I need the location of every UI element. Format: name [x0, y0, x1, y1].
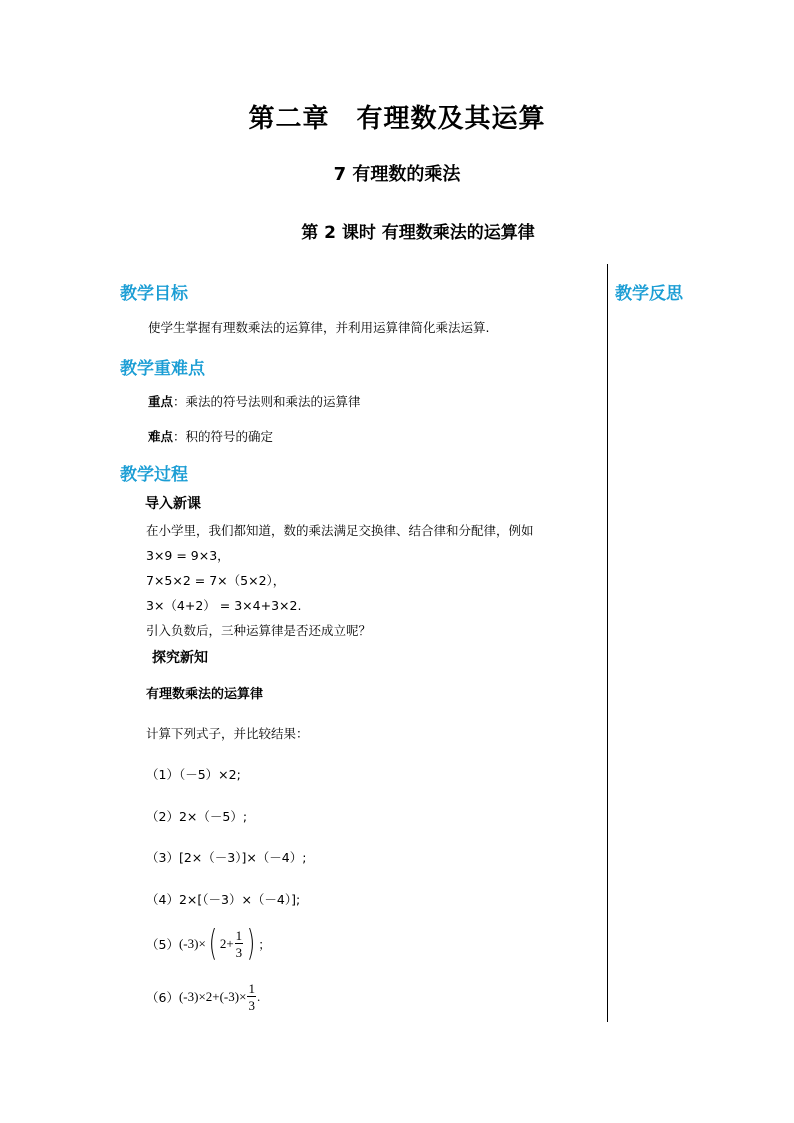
- chapter-title: 第二章 有理数及其运算: [248, 104, 546, 134]
- exercise-item: （3）[2×（－3）]×（－4）;: [146, 850, 307, 865]
- exercise-item: （1）（－5）×2;: [146, 767, 241, 782]
- explore-heading: 探究新知: [152, 650, 208, 666]
- topic-heading: 有理数乘法的运算律: [146, 687, 264, 702]
- exercise-item-6: [146, 982, 260, 1012]
- objectives-text: 使学生掌握有理数乘法的运算律，并利用运算律简化乘法运算.: [148, 320, 490, 335]
- instruction-text: 计算下列式子，并比较结果：: [146, 726, 309, 741]
- fraction: [235, 929, 244, 959]
- difficulty-label: 难点: [148, 429, 174, 444]
- exercise-number: （5）: [146, 937, 179, 952]
- right-paren: ): [246, 923, 256, 964]
- lesson-title: 第 2 课时 有理数乘法的运算律: [301, 223, 535, 243]
- intro-line: 引入负数后，三种运算律是否还成立呢？: [146, 623, 372, 638]
- intro-line: 在小学里，我们都知道，数的乘法满足交换律、结合律和分配律，例如: [146, 523, 534, 538]
- formula-end: ；: [258, 937, 271, 952]
- intro-line: 3×（4+2） = 3×4+3×2.: [146, 598, 302, 613]
- intro-line: 7×5×2 = 7×（5×2），: [146, 573, 286, 588]
- focus-line: [148, 392, 361, 410]
- formula-expression: (-3)×2+(-3)×: [178, 989, 247, 1004]
- objectives-heading: 教学目标: [120, 284, 188, 304]
- intro-line: 3×9 = 9×3，: [146, 548, 230, 563]
- key-points-heading: 教学重难点: [120, 359, 205, 379]
- difficulty-line: [148, 427, 273, 445]
- fraction-numerator: 1: [235, 928, 243, 943]
- formula-left: (-3)×: [178, 936, 206, 951]
- left-paren: (: [208, 923, 218, 964]
- formula-inner: 2+: [219, 936, 234, 951]
- focus-label: 重点: [148, 394, 174, 409]
- column-divider: [607, 264, 608, 1022]
- reflection-heading: 教学反思: [615, 284, 683, 304]
- section-title: 7 有理数的乘法: [333, 164, 461, 185]
- fraction-denominator: 3: [248, 998, 255, 1013]
- exercise-number: （6）: [146, 990, 179, 1005]
- focus-text: ：乘法的符号法则和乘法的运算律: [173, 394, 361, 409]
- fraction-denominator: 3: [235, 945, 243, 960]
- fraction-numerator: 1: [248, 981, 255, 996]
- exercise-item: （2）2×（－5）;: [146, 809, 248, 824]
- difficulty-text: ：积的符号的确定: [173, 429, 274, 444]
- exercise-item-5: [146, 923, 271, 964]
- exercise-item: （4）2×[（－3）×（－4）];: [146, 892, 301, 907]
- process-heading: 教学过程: [120, 465, 188, 485]
- formula-end: .: [256, 989, 261, 1004]
- fraction: [247, 982, 256, 1012]
- intro-heading: 导入新课: [145, 496, 201, 512]
